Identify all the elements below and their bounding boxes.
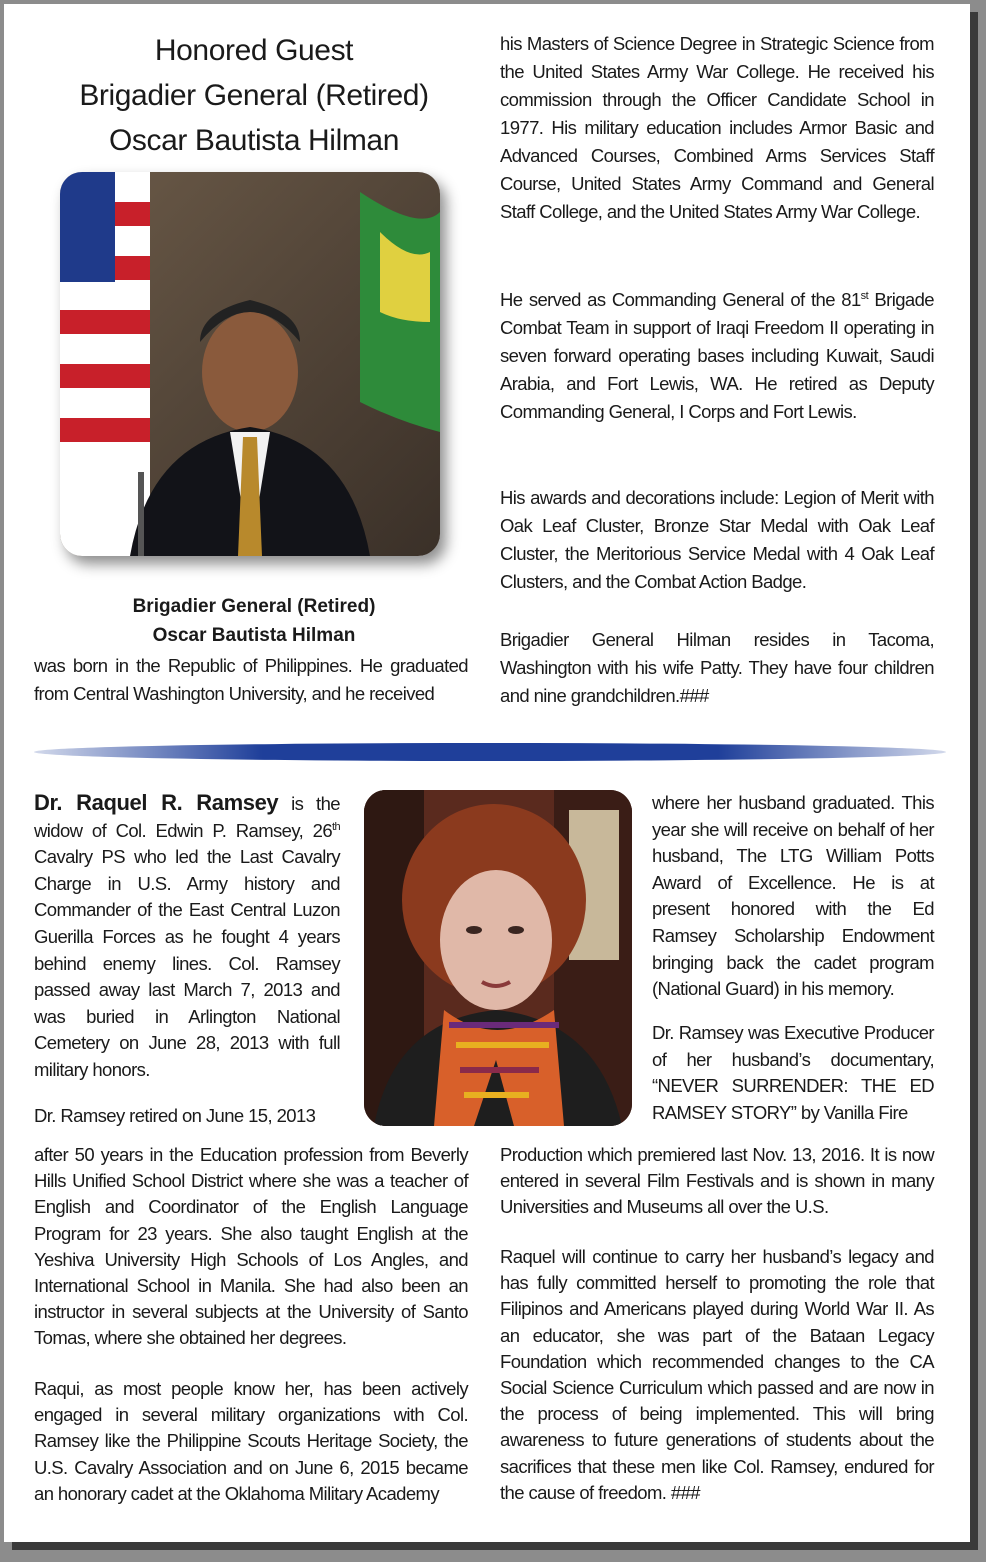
- ramsey-raqui: Raqui, as most people know her, has been actively engaged in several military organizations with Col. Ramsey like the Philippine Scouts Heritage Society, the U.S. Cavalry Association and on June 6, 2015 became an honorary cadet at the Oklahoma Military Academy: [34, 1378, 468, 1504]
- service-ordinal: st: [860, 289, 869, 302]
- hilman-residence: Brigadier General Hilman resides in Tacoma, Washington with his wife Patty. They have four children and nine grandchildren.###: [500, 629, 934, 706]
- caption-line-2: Oscar Bautista Hilman: [152, 625, 356, 646]
- ramsey-retired-cont: after 50 years in the Education profession from Beverly Hills Unified School District where she was a teacher of English and Coordinator of the English Language Program for 23 years. She also taught English at the Yeshiva University High Schools of Los Angles, and International School in Manila. She had also been an instructor in several subjects at the University of Santo Tomas, where she obtained her degrees.: [34, 1144, 468, 1349]
- section-divider: [34, 742, 946, 762]
- ramsey-retired-start: Dr. Ramsey retired on June 15, 2013: [34, 1105, 316, 1126]
- hilman-awards: His awards and decorations include: Legion of Merit with Oak Leaf Cluster, Bronze Star Medal with Oak Leaf Cluster, the Meritorious Service Medal with 4 Oak Leaf Clusters, and the Combat Action Badge.: [500, 487, 934, 592]
- title-line-2: Brigadier General (Retired): [79, 79, 429, 112]
- ramsey-photo: [364, 790, 632, 1126]
- intro-text-b: Cavalry PS who led the Last Cavalry Charge in U.S. Army history and Commander of the East Central Luzon Guerilla Forces as he fought 4 years behind enemy lines. Col. Ramsey passed away last March 7, 2013 and was buried in Arlington National Cemetery on June 28, 2013 with full military honors.: [34, 846, 340, 1080]
- ramsey-husband: where her husband graduated. This year she will receive on behalf of her husband, The LTG William Potts Award of Excellence. He is at present honored with the Ed Ramsey Scholarship Endowment bringing back the cadet program (National Guard) in his memory.: [652, 792, 934, 1000]
- hilman-education: his Masters of Science Degree in Strategic Science from the United States Army War College. He received his commission through the Officer Candidate School in 1977. His military education includes Armor Basic and Advanced Courses, Combined Arms Services Staff Course, United States Army Command and General Staff College, and the United States Army War College.: [500, 33, 934, 222]
- hilman-service: [500, 286, 934, 426]
- service-text-b: Brigade Combat Team in support of Iraqi Freedom II operating in seven forward operating bases including Kuwait, Saudi Arabia, and Fort Lewis, WA. He retired as Deputy Commanding General, I Corps and Fort Lewis.: [500, 289, 934, 422]
- ramsey-legacy: Raquel will continue to carry her husband’s legacy and has fully committed herself to promoting the role that Filipinos and Americans played during World War II. As an educator, she was part of the Bataan Legacy Foundation which recommended changes to the CA Social Science Curriculum which passed and are now in the process of being implemented. This will bring awareness to future generations of students about the sacrifices that these men like Col. Ramsey, endured for the cause of freedom. ###: [500, 1246, 934, 1503]
- title-line-1: Honored Guest: [154, 34, 354, 67]
- hilman-photo: [60, 172, 440, 556]
- title-line-3: Oscar Bautista Hilman: [108, 124, 400, 157]
- ramsey-name: Dr. Raquel R. Ramsey: [34, 790, 279, 815]
- intro-text-a: is the widow of Col. Edwin P. Ramsey, 26: [34, 793, 340, 841]
- ramsey-production: Production which premiered last Nov. 13, 2016. It is now entered in several Film Festivals and is shown in many Universities and Museums all over the U.S.: [500, 1144, 934, 1218]
- ramsey-producer: Dr. Ramsey was Executive Producer of her husband’s documentary, “NEVER SURRENDER: THE ED RAMSEY STORY” by Vanilla Fire: [652, 1022, 934, 1123]
- caption-line-1: Brigadier General (Retired): [132, 596, 376, 617]
- ramsey-intro: [34, 790, 340, 1084]
- honoree-caption: [44, 592, 464, 650]
- hilman-bio-intro: was born in the Republic of Philippines. He graduated from Central Washington University, and he received: [34, 655, 468, 704]
- service-text-a: He served as Commanding General of the 81: [500, 289, 861, 310]
- intro-ordinal: th: [332, 820, 340, 833]
- honoree-title: [44, 28, 464, 163]
- newsletter-page: [4, 4, 970, 1542]
